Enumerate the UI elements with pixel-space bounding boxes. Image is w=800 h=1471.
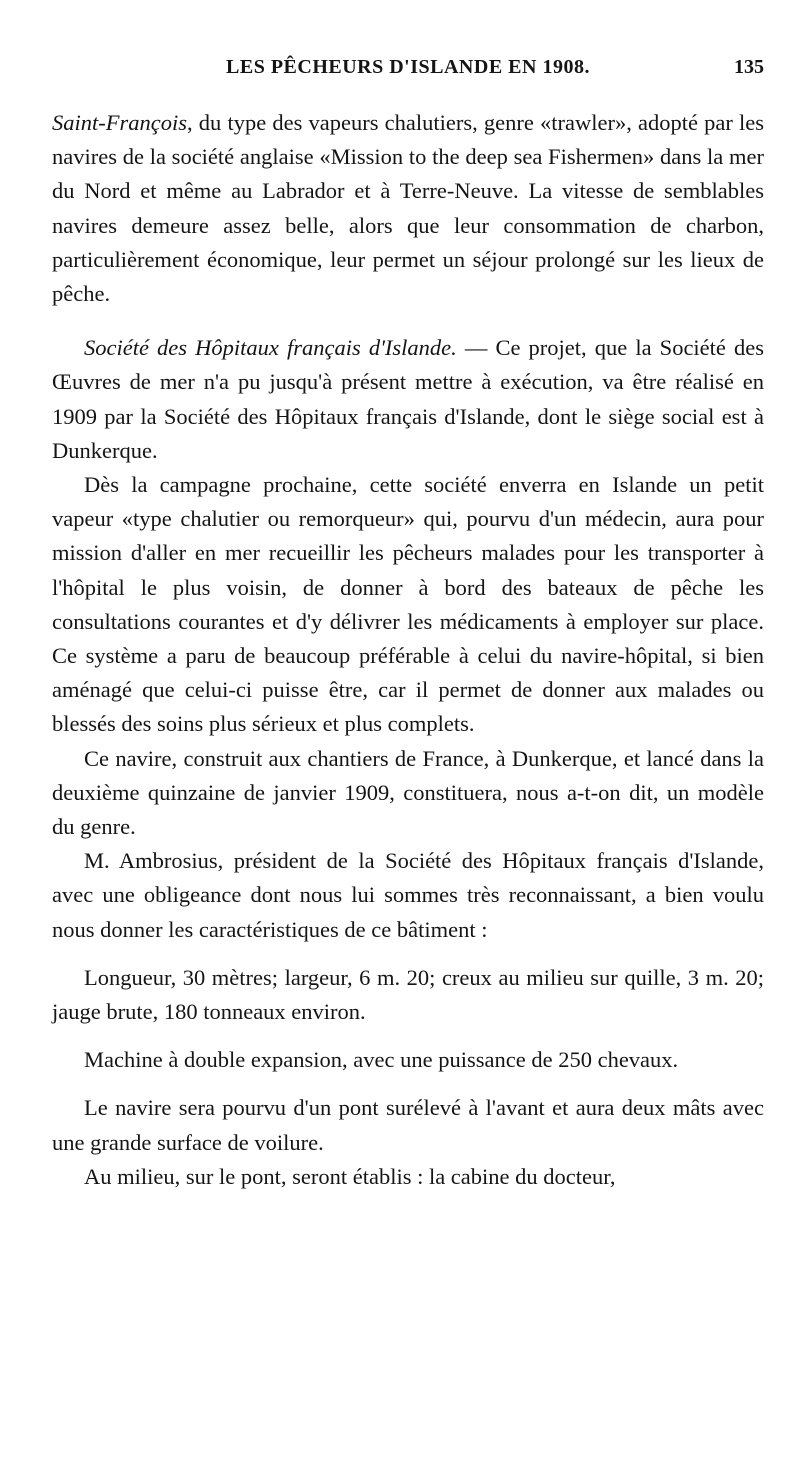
paragraph-1 [52,106,764,311]
paragraph-5: M. Ambrosius, président de la Société des Hôpitaux français d'Islande, avec une obligeance dont nous lui sommes très reconnaissant, a bien voulu nous donner les caractéristiques de ce bâtiment : [52,848,764,942]
paragraph-3: Dès la campagne prochaine, cette société enverra en Islande un petit vapeur «type chalutier ou remorqueur» qui, pourvu d'un médecin, aura pour mission d'aller en mer recueillir les pêcheurs malades pour les transporter à l'hôpital le plus voisin, de donner à bord des bateaux de pêche les consultations courantes et d'y délivrer les médicaments à employer sur place. Ce système a paru de beaucoup préférable à celui du navire-hôpital, si bien aménagé que celui-ci puisse être, car il permet de donner aux malades ou blessés des soins plus sérieux et plus complets. [52,472,764,737]
paragraph-2-text: — Ce projet, que la Société des Œuvres de mer n'a pu jusqu'à présent mettre à exécution, va être réalisé en 1909 par la Société des Hôpitaux français d'Islande, dont le siège social est à Dunkerque. [52,335,764,463]
page-header [52,56,764,94]
paragraph-8: Le navire sera pourvu d'un pont surélevé à l'avant et aura deux mâts avec une grande surface de voilure. [52,1095,764,1155]
section-heading: Société des Hôpitaux français d'Islande. [84,335,457,361]
paragraph-6: Longueur, 30 mètres; largeur, 6 m. 20; creux au milieu sur quille, 3 m. 20; jauge brute, 180 tonneaux environ. [52,964,764,1025]
paragraph-2 [52,331,764,468]
paragraph-7: Machine à double expansion, avec une puissance de 250 chevaux. [84,1047,679,1073]
running-head: LES PÊCHEURS D'ISLANDE EN 1908. [226,56,590,78]
paragraph-9: Au milieu, sur le pont, seront établis : la cabine du docteur, [84,1163,616,1189]
paragraph-1-text: , du type des vapeurs chalutiers, genre «trawler», adopté par les navires de la société anglaise «Mission to the deep sea Fishermen» dans la mer du Nord et même au Labrador et à Terre-Neuve. La vitesse de semblables navires demeure assez belle, alors que leur consommation de charbon, particulièrement économique, leur permet un séjour prolongé sur les lieux de pêche. [52,110,764,307]
document-page [52,56,764,1194]
ship-name: Saint-François [52,110,187,135]
body-text [52,106,764,1194]
page-number: 135 [734,56,764,78]
paragraph-4: Ce navire, construit aux chantiers de France, à Dunkerque, et lancé dans la deuxième quinzaine de janvier 1909, constituera, nous a-t-on dit, un modèle du genre. [52,745,764,840]
